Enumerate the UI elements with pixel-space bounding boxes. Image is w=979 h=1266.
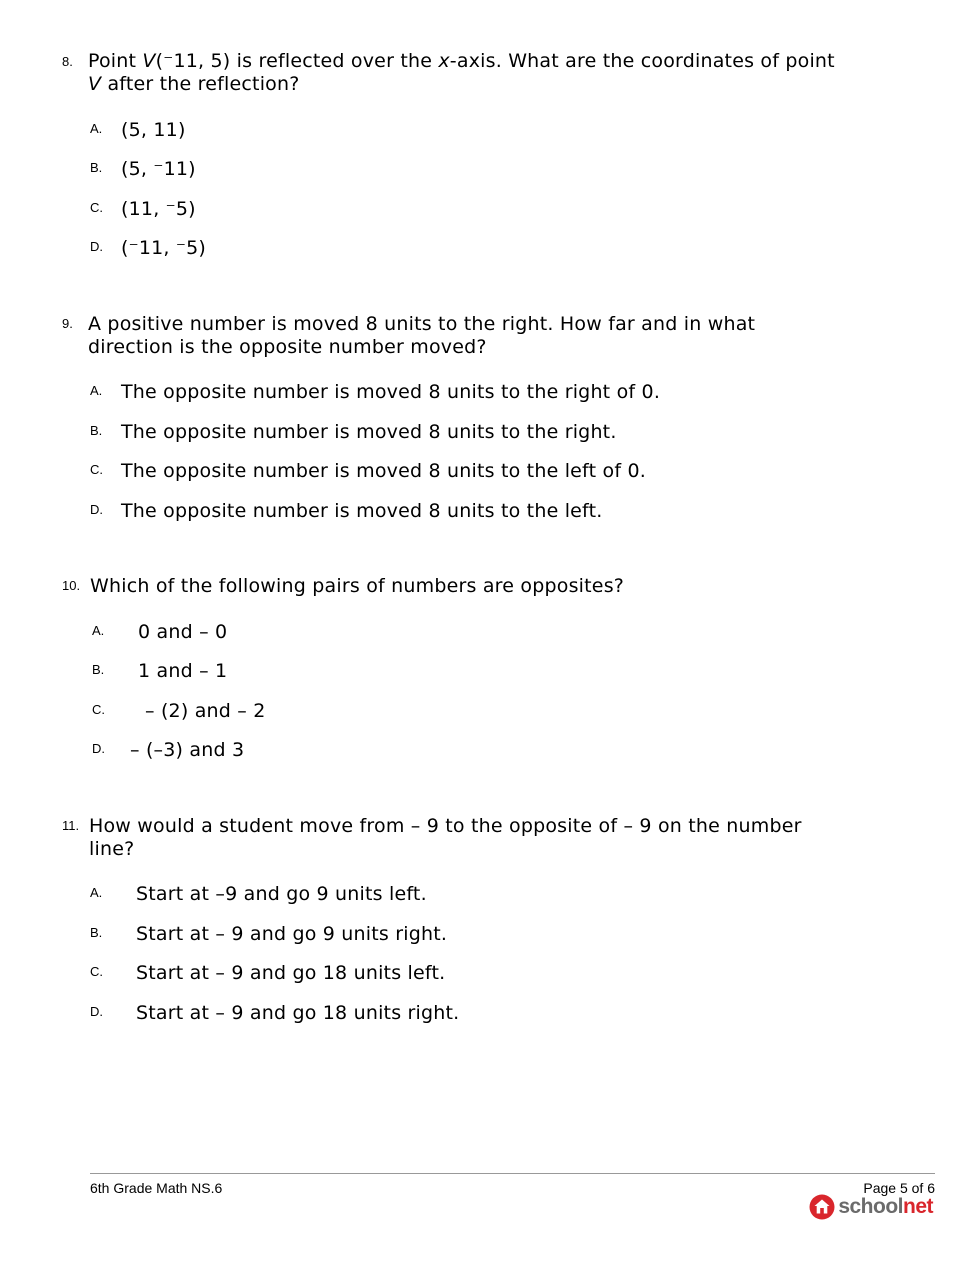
option-letter: A.	[90, 383, 103, 398]
question-text: Which of the following pairs of numbers are opposites?	[90, 575, 625, 597]
question-text: Point V(⁻11, 5) is reflected over the x-axis. What are the coordinates of point V after the reflection?	[88, 50, 835, 95]
option-letter: B.	[90, 160, 103, 175]
question-text: How would a student move from – 9 to the opposite of – 9 on the number line?	[89, 815, 802, 860]
footer-divider	[90, 1173, 935, 1174]
option-letter: D.	[90, 1004, 103, 1019]
option-text: The opposite number is moved 8 units to the right.	[121, 421, 617, 443]
schoolnet-logo	[809, 1194, 933, 1220]
option-letter: C.	[90, 200, 103, 215]
option-text: 0 and – 0	[138, 621, 228, 643]
option-letter: A.	[90, 885, 103, 900]
option-letter: B.	[90, 925, 103, 940]
option-text: 1 and – 1	[138, 660, 228, 682]
footer-page-number: Page 5 of 6	[863, 1180, 935, 1196]
footer-course-title: 6th Grade Math NS.6	[90, 1180, 223, 1196]
option-text: (5, 11)	[121, 119, 186, 141]
question-number: 8.	[62, 54, 73, 69]
option-text: (5, ⁻11)	[121, 158, 196, 180]
option-text: Start at – 9 and go 18 units right.	[136, 1002, 460, 1024]
option-letter: A.	[92, 623, 105, 638]
option-letter: D.	[90, 502, 103, 517]
option-letter: C.	[90, 462, 103, 477]
option-text: The opposite number is moved 8 units to the left of 0.	[121, 460, 646, 482]
option-text: The opposite number is moved 8 units to the left.	[121, 500, 603, 522]
house-icon	[809, 1194, 835, 1220]
question-number: 9.	[62, 316, 73, 331]
option-text: Start at –9 and go 9 units left.	[136, 883, 427, 905]
question-text: A positive number is moved 8 units to the right. How far and in what direction is the opposite number moved?	[88, 313, 756, 358]
option-text: (11, ⁻5)	[121, 198, 196, 220]
option-letter: C.	[90, 964, 103, 979]
option-text: (⁻11, ⁻5)	[121, 237, 207, 259]
option-letter: B.	[90, 423, 103, 438]
question-number: 11.	[62, 818, 80, 833]
logo-wordmark: schoolnet	[838, 1195, 933, 1218]
option-text: – (–3) and 3	[130, 739, 245, 761]
option-letter: A.	[90, 121, 103, 136]
option-text: Start at – 9 and go 18 units left.	[136, 962, 446, 984]
option-letter: D.	[92, 741, 105, 756]
option-text: – (2) and – 2	[145, 700, 266, 722]
option-letter: C.	[92, 702, 105, 717]
question-number: 10.	[62, 578, 81, 593]
option-text: The opposite number is moved 8 units to the right of 0.	[121, 381, 661, 403]
option-text: Start at – 9 and go 9 units right.	[136, 923, 448, 945]
option-letter: B.	[92, 662, 105, 677]
option-letter: D.	[90, 239, 103, 254]
